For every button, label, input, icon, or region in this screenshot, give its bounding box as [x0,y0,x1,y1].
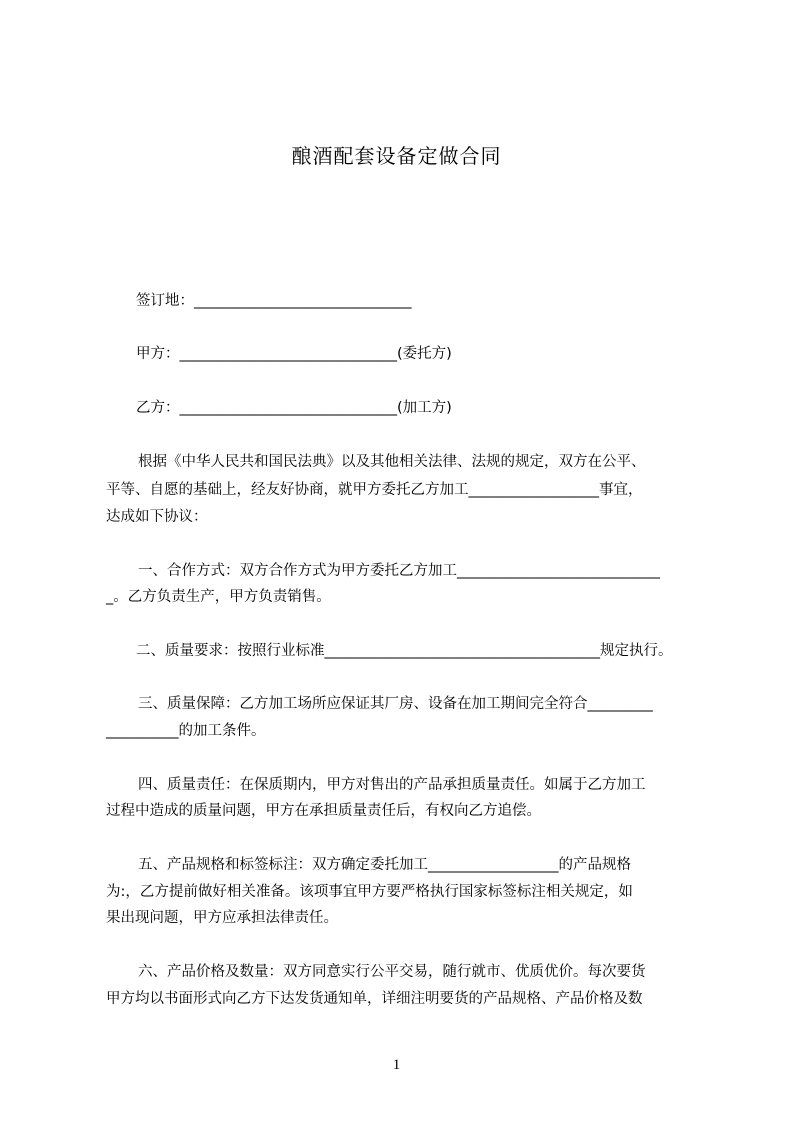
clause-2-line-1: 二、质量要求：按照行业标准______________________________________规定执行。 [136,643,673,659]
clause-1-line-2: _。乙方负责生产，甲方负责销售。 [106,589,331,605]
party-b-line: 乙方：______________________________(加工方) [136,400,452,416]
signing-place-line: 签订地：______________________________ [136,293,412,309]
party-a-line: 甲方：______________________________(委托方) [136,346,452,362]
clause-3-line-1: 三、质量保障：乙方加工场所应保证其厂房、设备在加工期间完全符合_________ [138,696,653,712]
preamble-line-1: 根据《中华人民共和国民法典》以及其他相关法律、法规的规定，双方在公平、 [138,454,646,470]
page-number: 1 [392,1057,401,1073]
clause-4-line-2: 过程中造成的质量问题，甲方在承担质量责任后，有权向乙方追偿。 [106,803,541,819]
clause-6-line-2: 甲方均以书面形式向乙方下达发货通知单，详细注明要货的产品规格、产品价格及数 [106,991,643,1007]
clause-4-line-1: 四、质量责任：在保质期内，甲方对售出的产品承担质量责任。如属于乙方加工 [138,777,646,793]
clause-3-line-2: __________的加工条件。 [106,723,266,739]
preamble-line-2: 平等、自愿的基础上，经友好协商，就甲方委托乙方加工__________________事宜， [106,482,643,498]
clause-5-line-1: 五、产品规格和标签标注：双方确定委托加工__________________的产品规格 [138,857,631,873]
document-title: 酿酒配套设备定做合同 [291,144,502,168]
preamble-line-3: 达成如下协议： [106,509,208,525]
clause-6-line-1: 六、产品价格及数量：双方同意实行公平交易，随行就市、优质优价。每次要货 [138,964,646,980]
clause-5-line-3: 果出现问题，甲方应承担法律责任。 [106,910,338,926]
clause-5-line-2: 为:，乙方提前做好相关准备。该项事宜甲方要严格执行国家标签标注相关规定，如 [106,884,633,900]
clause-1-line-1: 一、合作方式：双方合作方式为甲方委托乙方加工____________________________ [138,563,660,579]
